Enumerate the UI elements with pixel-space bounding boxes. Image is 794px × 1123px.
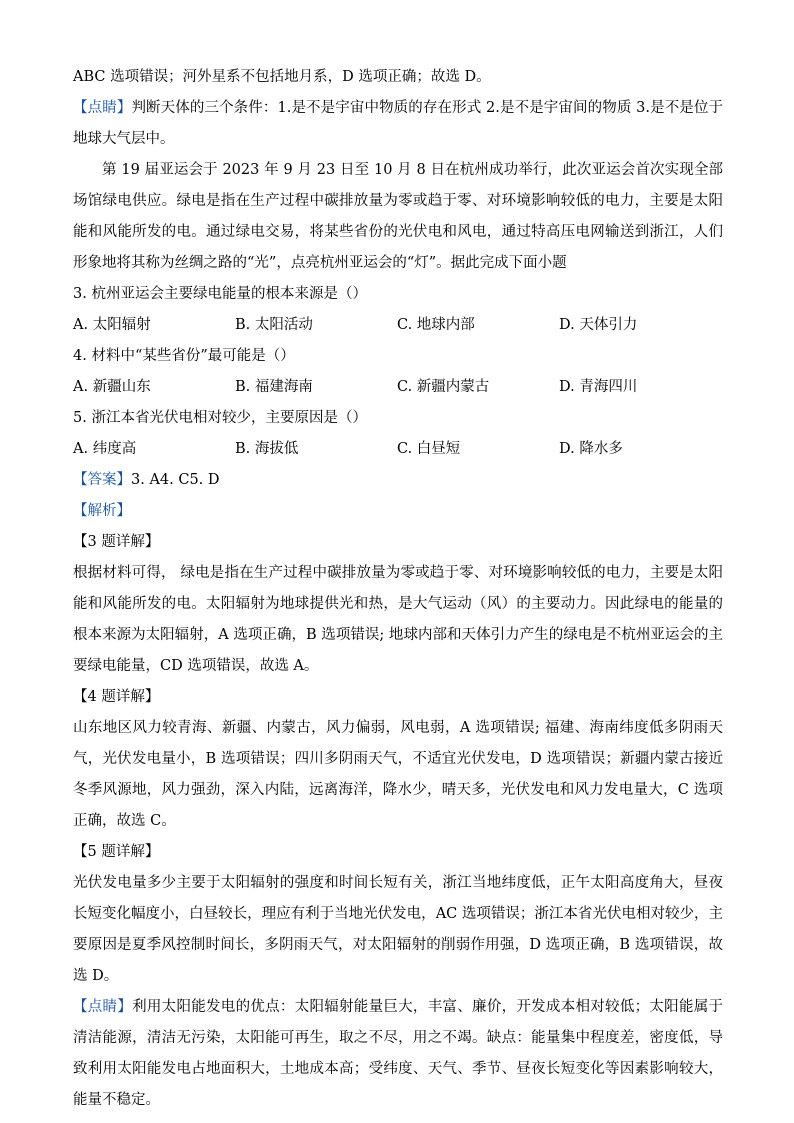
option-d: D. 降水多 xyxy=(559,441,623,457)
analysis-heading: 【解析】 xyxy=(73,503,131,519)
option-a: A. 太阳辐射 xyxy=(73,317,151,333)
option-b: B. 福建海南 xyxy=(235,379,313,395)
detail-4-text: 山东地区风力较青海、新疆、内蒙古，风力偏弱，风电弱，A 选项错误; 福建、海南纬度低多阴雨天气，光伏发电量小，B 选项错误；四川多阴雨天气，不适宜光伏发电，D 选项错误；新疆内蒙古接近冬季风源地，风力强劲，深入内陆，远离海洋，降水少，晴天多，光伏发电和风力发电量大，C 选项正确，故选 C。 xyxy=(73,720,723,829)
document-body xyxy=(73,62,723,1116)
detail-3-text: 根据材料可得， 绿电是指在生产过程中碳排放量为零或趋于零、对环境影响较低的电力，主要是太阳能和风能所发的电。太阳辐射为地球提供光和热，是大气运动（风）的主要动力。因此绿电的能量的根本来源为太阳辐射，A 选项正确，B 选项错误; 地球内部和天体引力产生的绿电是不杭州亚运会的主要绿电能量，CD 选项错误，故选 A。 xyxy=(73,565,723,674)
previous-answer-line: ABC 选项错误；河外星系不包括地月系，D 选项正确；故选 D。 xyxy=(73,69,491,85)
dianjing-text: 判断天体的三个条件：1.是不是宇宙中物质的存在形式 2.是不是宇宙间的物质 3.是不是位于地球大气层中。 xyxy=(73,100,724,147)
answer-line xyxy=(73,465,723,496)
question-3: 3. 杭州亚运会主要绿电能量的根本来源是（） xyxy=(73,286,367,302)
question-5: 5. 浙江本省光伏电相对较少，主要原因是（） xyxy=(73,410,367,426)
option-c: C. 地球内部 xyxy=(397,317,475,333)
dianjing-tag: 【点睛】 xyxy=(73,100,132,116)
option-a: A. 纬度高 xyxy=(73,441,137,457)
option-b: B. 海拔低 xyxy=(235,441,299,457)
dianjing-text: 利用太阳能发电的优点：太阳辐射能量巨大，丰富、廉价，开发成本相对较低；太阳能属于清洁能源，清洁无污染，太阳能可再生，取之不尽，用之不竭。缺点：能量集中程度差，密度低，导致利用太阳能发电占地面积大，土地成本高；受纬度、天气、季节、昼夜长短变化等因素影响较大，能量不稳定。 xyxy=(73,999,724,1108)
answer-tag: 【答案】 xyxy=(73,472,131,488)
question-3-options xyxy=(73,310,723,341)
detail-4-heading: 【4 题详解】 xyxy=(73,689,160,705)
dianjing-paragraph-2 xyxy=(73,992,723,1116)
detail-3-heading: 【3 题详解】 xyxy=(73,534,160,550)
question-5-options xyxy=(73,434,723,465)
dianjing-paragraph-1 xyxy=(73,93,723,155)
option-d: D. 青海四川 xyxy=(559,379,638,395)
answer-text: 3. A4. C5. D xyxy=(131,472,220,488)
question-4: 4. 材料中“某些省份”最可能是（） xyxy=(73,348,295,364)
option-d: D. 天体引力 xyxy=(559,317,638,333)
detail-5-text: 光伏发电量多少主要于太阳辐射的强度和时间长短有关，浙江当地纬度低，正午太阳高度角大，昼夜长短变化幅度小，白昼较长，理应有利于当地光伏发电，AC 选项错误；浙江本省光伏电相对较少，主要原因是夏季风控制时间长，多阴雨天气，对太阳辐射的削弱作用强，D 选项正确，B 选项错误，故选 D。 xyxy=(73,875,723,984)
option-c: C. 白昼短 xyxy=(397,441,461,457)
dianjing-tag: 【点睛】 xyxy=(73,999,133,1015)
option-c: C. 新疆内蒙古 xyxy=(397,379,490,395)
option-a: A. 新疆山东 xyxy=(73,379,151,395)
detail-5-heading: 【5 题详解】 xyxy=(73,844,160,860)
option-b: B. 太阳活动 xyxy=(235,317,313,333)
question-4-options xyxy=(73,372,723,403)
material-paragraph: 第 19 届亚运会于 2023 年 9 月 23 日至 10 月 8 日在杭州成功举行，此次亚运会首次实现全部场馆绿电供应。绿电是指在生产过程中碳排放量为零或趋于零、对环境影响较低的电力，主要是太阳能和风能所发的电。通过绿电交易，将某些省份的光伏电和风电，通过特高压电网输送到浙江，人们形象地将其称为丝绸之路的“光”，点亮杭州亚运会的“灯”。据此完成下面小题 xyxy=(73,162,723,271)
